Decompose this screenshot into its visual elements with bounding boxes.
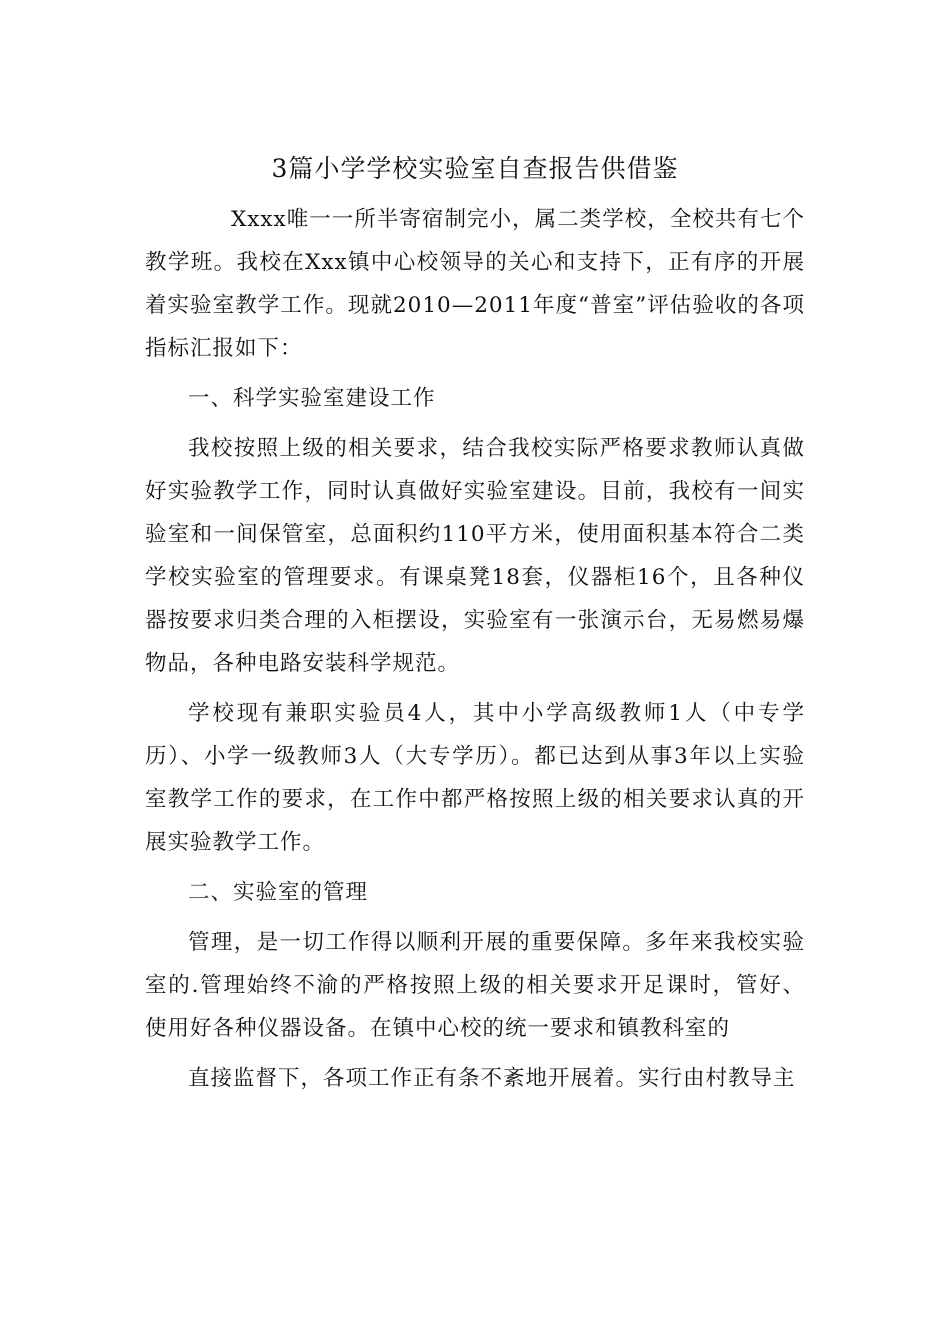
section-heading-lab-management: 二、实验室的管理	[188, 880, 369, 905]
document-body	[145, 198, 805, 1107]
intro-paragraph: Xxxx唯一一所半寄宿制完小，属二类学校，全校共有七个教学班。我校在Xxx镇中心校领导的关心和支持下，正有序的开展着实验室教学工作。现就2010—2011年度“普室”评估验收的各项指标汇报如下：	[145, 207, 805, 361]
lab-staff-paragraph: 学校现有兼职实验员4人，其中小学高级教师1人（中专学历）、小学一级教师3人（大专学历）。都已达到从事3年以上实验室教学工作的要求，在工作中都严格按照上级的相关要求认真的开展实验教学工作。	[145, 701, 805, 855]
lab-facilities-paragraph: 我校按照上级的相关要求，结合我校实际严格要求教师认真做好实验教学工作，同时认真做好实验室建设。目前，我校有一间实验室和一间保管室，总面积约110平方米，使用面积基本符合二类学校实验室的管理要求。有课桌凳18套，仪器柜16个，且各种仪器按要求归类合理的入柜摆设，实验室有一张演示台，无易燃易爆物品，各种电路安装科学规范。	[145, 436, 805, 676]
management-paragraph: 管理，是一切工作得以顺利开展的重要保障。多年来我校实验室的.管理始终不渝的严格按照上级的相关要求开足课时，管好、使用好各种仪器设备。在镇中心校的统一要求和镇教科室的	[145, 930, 805, 1041]
section-heading-lab-construction: 一、科学实验室建设工作	[188, 386, 436, 411]
supervision-paragraph: 直接监督下，各项工作正有条不紊地开展着。实行由村教导主	[188, 1066, 796, 1091]
document-title: 3篇小学学校实验室自查报告供借鉴	[271, 153, 679, 183]
